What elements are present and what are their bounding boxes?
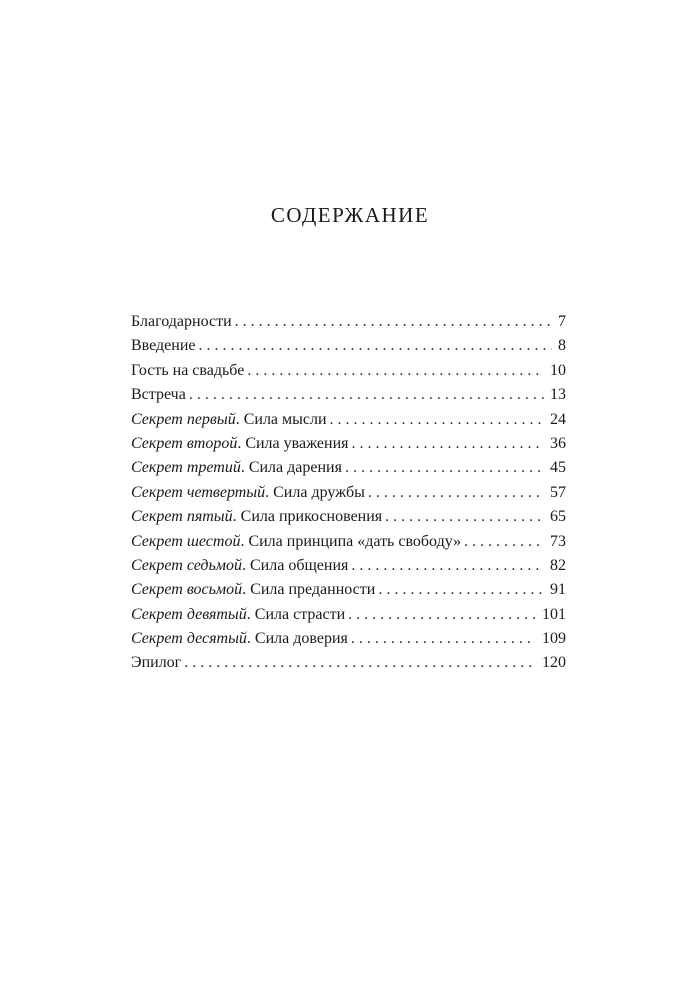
toc-entry-secret: Секрет десятый: [131, 630, 247, 648]
toc-entry-secret-4[interactable]: [131, 481, 566, 505]
toc-entry-introduction[interactable]: [131, 334, 566, 358]
toc-page-number: 7: [558, 313, 566, 330]
toc-entry-label: Гость на свадьбе: [131, 361, 245, 379]
toc-entry-secret: Секрет четвертый: [131, 483, 266, 501]
toc-entry-secret-6[interactable]: [131, 530, 566, 554]
page-title: СОДЕРЖАНИЕ: [270, 203, 430, 227]
toc-entry-secret: Секрет восьмой: [131, 581, 243, 599]
toc-entry-secret-10[interactable]: [131, 627, 566, 651]
toc-entry-title: [131, 627, 348, 651]
toc-entry-title: [131, 603, 345, 627]
toc-entry-secret-8[interactable]: [131, 578, 566, 602]
toc-entry-secret: Секрет седьмой: [131, 556, 242, 574]
toc-entry-label: Благодарности: [131, 313, 232, 330]
dot-leader: [385, 505, 544, 529]
dot-leader: [235, 310, 552, 334]
toc-entry-secret-1[interactable]: [131, 408, 566, 432]
toc-entry-title: [131, 432, 349, 456]
toc-entry-label: . Сила прикосновения: [232, 508, 383, 526]
toc-entry-label: . Сила доверия: [246, 630, 348, 648]
toc-entry-label: . Сила мысли: [235, 410, 327, 428]
toc-entry-secret: Секрет пятый: [131, 508, 233, 526]
dot-leader: [464, 530, 544, 554]
toc-page-number: 57: [550, 483, 566, 501]
toc-page-number: 24: [550, 410, 566, 428]
dot-leader: [351, 554, 544, 578]
toc-page-number: 36: [550, 434, 566, 452]
toc-page-number: 45: [550, 459, 566, 477]
toc-entry-title: [131, 481, 365, 505]
toc-entry-title: [131, 408, 327, 432]
dot-leader: [189, 383, 544, 407]
toc-entry-secret: Секрет третий: [131, 459, 241, 477]
toc-entry-secret: Секрет шестой: [131, 532, 241, 550]
toc-entry-title: [131, 310, 232, 334]
toc-entry-title: [131, 505, 382, 529]
toc-entry-title: [131, 554, 348, 578]
toc-entry-title: [131, 651, 181, 675]
toc-entry-title: [131, 359, 244, 383]
toc-entry-secret: Секрет девятый: [131, 605, 247, 623]
toc-page-number: 101: [542, 605, 566, 623]
toc-entry-label: . Сила дружбы: [265, 483, 365, 501]
toc-entry-secret-7[interactable]: [131, 554, 566, 578]
toc-entry-wedding-guest[interactable]: [131, 359, 566, 383]
dot-leader: [247, 359, 544, 383]
toc-page-number: 65: [550, 508, 566, 526]
toc-entry-secret-2[interactable]: [131, 432, 566, 456]
toc-entry-secret: Секрет второй: [131, 434, 238, 452]
toc-page-number: 91: [550, 581, 566, 599]
toc-entry-title: [131, 383, 186, 407]
toc-entry-label: . Сила общения: [242, 556, 349, 574]
dot-leader: [348, 603, 536, 627]
toc-entry-label: . Сила преданности: [242, 581, 376, 599]
toc-entry-title: [131, 578, 375, 602]
toc-entry-label: . Сила уважения: [237, 434, 349, 452]
dot-leader: [184, 651, 536, 675]
toc-page-number: 73: [550, 532, 566, 550]
toc-entry-secret: Секрет первый: [131, 410, 236, 428]
dot-leader: [199, 334, 553, 358]
dot-leader: [352, 432, 544, 456]
toc-page-number: 82: [550, 556, 566, 574]
toc-entry-acknowledgements[interactable]: [131, 310, 566, 334]
toc-page-number: 8: [558, 337, 566, 355]
toc-page-number: 13: [550, 386, 566, 404]
toc-entry-secret-3[interactable]: [131, 456, 566, 480]
table-of-contents: [131, 310, 566, 676]
toc-entry-label: . Сила страсти: [246, 605, 346, 623]
toc-entry-label: Введение: [131, 337, 196, 355]
toc-entry-title: [131, 334, 196, 358]
toc-page-number: 10: [550, 361, 566, 379]
dot-leader: [378, 578, 544, 602]
toc-entry-title: [131, 530, 461, 554]
toc-entry-secret-9[interactable]: [131, 603, 566, 627]
toc-entry-label: . Сила дарения: [240, 459, 342, 477]
toc-entry-label: . Сила принципа «дать свободу»: [240, 532, 462, 550]
dot-leader: [368, 481, 544, 505]
toc-entry-title: [131, 456, 342, 480]
toc-page-number: 109: [542, 630, 566, 648]
toc-entry-meeting[interactable]: [131, 383, 566, 407]
toc-entry-label: Эпилог: [131, 654, 182, 672]
dot-leader: [330, 408, 544, 432]
dot-leader: [345, 456, 544, 480]
toc-entry-label: Встреча: [131, 386, 186, 404]
toc-entry-epilogue[interactable]: [131, 651, 566, 675]
dot-leader: [351, 627, 536, 651]
toc-page-number: 120: [542, 654, 566, 672]
toc-entry-secret-5[interactable]: [131, 505, 566, 529]
